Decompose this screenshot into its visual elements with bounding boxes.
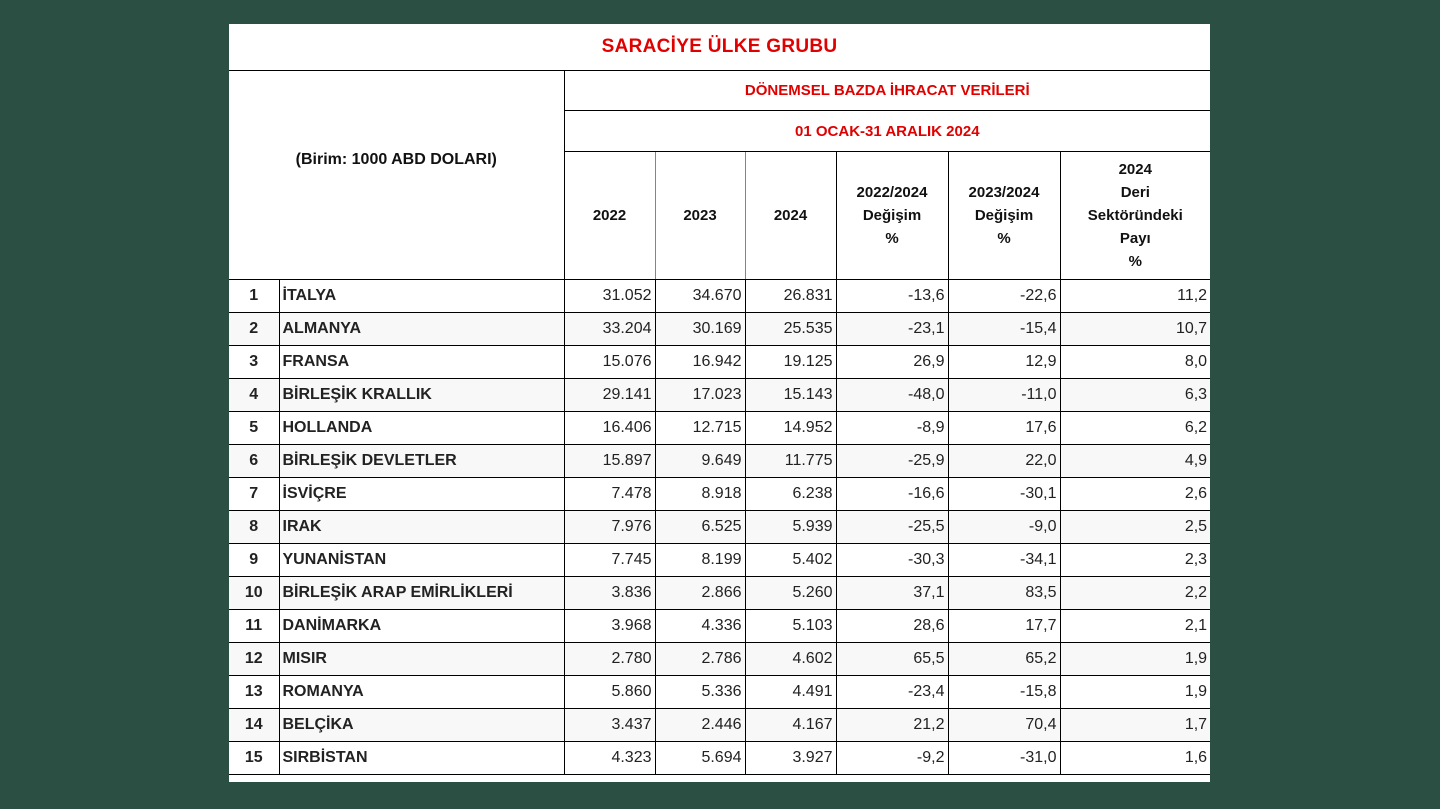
change-2023-2024-cell: 83,5 <box>948 577 1060 610</box>
rank-cell: 15 <box>229 742 279 775</box>
change-2022-2024-cell: 26,9 <box>836 346 948 379</box>
country-cell: ALMANYA <box>279 313 564 346</box>
table-row <box>229 445 1210 478</box>
sector-share-cell: 1,6 <box>1060 742 1210 775</box>
rank-cell: 14 <box>229 709 279 742</box>
header-sector-share <box>1060 152 1210 280</box>
value-2024-cell: 11.775 <box>745 445 836 478</box>
export-table <box>229 24 1210 775</box>
value-2023-cell: 16.942 <box>655 346 745 379</box>
table-row <box>229 313 1210 346</box>
country-cell: BİRLEŞİK DEVLETLER <box>279 445 564 478</box>
header-line: 2024 <box>1118 161 1152 178</box>
value-2024-cell: 5.103 <box>745 610 836 643</box>
country-cell: MISIR <box>279 643 564 676</box>
value-2024-cell: 4.491 <box>745 676 836 709</box>
change-2023-2024-cell: -11,0 <box>948 379 1060 412</box>
change-2022-2024-cell: -48,0 <box>836 379 948 412</box>
value-2022-cell: 3.836 <box>564 577 655 610</box>
sector-share-cell: 1,9 <box>1060 643 1210 676</box>
change-2023-2024-cell: -22,6 <box>948 280 1060 313</box>
country-cell: ROMANYA <box>279 676 564 709</box>
value-2024-cell: 25.535 <box>745 313 836 346</box>
value-2024-cell: 15.143 <box>745 379 836 412</box>
country-cell: YUNANİSTAN <box>279 544 564 577</box>
change-2022-2024-cell: 28,6 <box>836 610 948 643</box>
header-2024: 2024 <box>745 152 836 280</box>
sector-share-cell: 1,7 <box>1060 709 1210 742</box>
header-line: % <box>1128 253 1142 270</box>
value-2024-cell: 4.602 <box>745 643 836 676</box>
rank-cell: 5 <box>229 412 279 445</box>
change-2023-2024-cell: -15,8 <box>948 676 1060 709</box>
header-change-2022-2024 <box>836 152 948 280</box>
sector-share-cell: 11,2 <box>1060 280 1210 313</box>
sector-share-cell: 4,9 <box>1060 445 1210 478</box>
change-2022-2024-cell: -30,3 <box>836 544 948 577</box>
table-row <box>229 577 1210 610</box>
table-row <box>229 643 1210 676</box>
header-line: Değişim <box>974 207 1034 224</box>
header-2022: 2022 <box>564 152 655 280</box>
value-2023-cell: 30.169 <box>655 313 745 346</box>
value-2024-cell: 5.260 <box>745 577 836 610</box>
value-2022-cell: 2.780 <box>564 643 655 676</box>
change-2022-2024-cell: 65,5 <box>836 643 948 676</box>
rank-cell: 9 <box>229 544 279 577</box>
value-2022-cell: 7.745 <box>564 544 655 577</box>
sector-share-cell: 1,9 <box>1060 676 1210 709</box>
value-2023-cell: 17.023 <box>655 379 745 412</box>
value-2023-cell: 4.336 <box>655 610 745 643</box>
header-change-2023-2024 <box>948 152 1060 280</box>
change-2023-2024-cell: -34,1 <box>948 544 1060 577</box>
change-2023-2024-cell: 65,2 <box>948 643 1060 676</box>
sector-share-cell: 10,7 <box>1060 313 1210 346</box>
header-line: Payı <box>1119 230 1151 247</box>
change-2022-2024-cell: -8,9 <box>836 412 948 445</box>
value-2024-cell: 3.927 <box>745 742 836 775</box>
value-2023-cell: 2.866 <box>655 577 745 610</box>
table-row <box>229 676 1210 709</box>
rank-cell: 6 <box>229 445 279 478</box>
change-2022-2024-cell: -16,6 <box>836 478 948 511</box>
table-row <box>229 511 1210 544</box>
country-cell: İSVİÇRE <box>279 478 564 511</box>
value-2022-cell: 33.204 <box>564 313 655 346</box>
header-line: Sektöründeki <box>1087 207 1183 224</box>
country-cell: DANİMARKA <box>279 610 564 643</box>
change-2022-2024-cell: -23,1 <box>836 313 948 346</box>
header-2023: 2023 <box>655 152 745 280</box>
sector-share-cell: 2,5 <box>1060 511 1210 544</box>
unit-label: (Birim: 1000 ABD DOLARI) <box>229 71 564 280</box>
sector-share-cell: 8,0 <box>1060 346 1210 379</box>
value-2023-cell: 34.670 <box>655 280 745 313</box>
sector-share-cell: 2,1 <box>1060 610 1210 643</box>
header-line: % <box>997 230 1011 247</box>
table-row <box>229 544 1210 577</box>
header-line: Değişim <box>862 207 922 224</box>
value-2023-cell: 5.336 <box>655 676 745 709</box>
value-2023-cell: 2.786 <box>655 643 745 676</box>
country-cell: HOLLANDA <box>279 412 564 445</box>
value-2024-cell: 19.125 <box>745 346 836 379</box>
value-2024-cell: 5.939 <box>745 511 836 544</box>
country-cell: BİRLEŞİK KRALLIK <box>279 379 564 412</box>
rank-cell: 2 <box>229 313 279 346</box>
change-2023-2024-cell: 12,9 <box>948 346 1060 379</box>
value-2024-cell: 4.167 <box>745 709 836 742</box>
table-row <box>229 709 1210 742</box>
change-2022-2024-cell: -23,4 <box>836 676 948 709</box>
rank-cell: 1 <box>229 280 279 313</box>
table-title: SARACİYE ÜLKE GRUBU <box>229 24 1210 71</box>
value-2022-cell: 7.976 <box>564 511 655 544</box>
change-2023-2024-cell: 17,7 <box>948 610 1060 643</box>
country-cell: BELÇİKA <box>279 709 564 742</box>
change-2023-2024-cell: -30,1 <box>948 478 1060 511</box>
change-2022-2024-cell: 21,2 <box>836 709 948 742</box>
table-row <box>229 412 1210 445</box>
country-cell: BİRLEŞİK ARAP EMİRLİKLERİ <box>279 577 564 610</box>
rank-cell: 3 <box>229 346 279 379</box>
data-sheet <box>229 24 1210 782</box>
change-2023-2024-cell: -31,0 <box>948 742 1060 775</box>
rank-cell: 7 <box>229 478 279 511</box>
change-2022-2024-cell: 37,1 <box>836 577 948 610</box>
value-2023-cell: 5.694 <box>655 742 745 775</box>
sector-share-cell: 2,6 <box>1060 478 1210 511</box>
change-2023-2024-cell: 70,4 <box>948 709 1060 742</box>
rank-cell: 4 <box>229 379 279 412</box>
value-2022-cell: 7.478 <box>564 478 655 511</box>
country-cell: FRANSA <box>279 346 564 379</box>
country-cell: İTALYA <box>279 280 564 313</box>
rank-cell: 13 <box>229 676 279 709</box>
rank-cell: 12 <box>229 643 279 676</box>
sector-share-cell: 6,3 <box>1060 379 1210 412</box>
value-2022-cell: 3.968 <box>564 610 655 643</box>
value-2022-cell: 16.406 <box>564 412 655 445</box>
rank-cell: 11 <box>229 610 279 643</box>
header-line: 2022/2024 <box>856 184 928 201</box>
header-line: % <box>885 230 899 247</box>
change-2022-2024-cell: -13,6 <box>836 280 948 313</box>
value-2024-cell: 14.952 <box>745 412 836 445</box>
value-2022-cell: 29.141 <box>564 379 655 412</box>
table-row <box>229 478 1210 511</box>
value-2022-cell: 31.052 <box>564 280 655 313</box>
header-line: Deri <box>1120 184 1150 201</box>
value-2024-cell: 6.238 <box>745 478 836 511</box>
value-2023-cell: 2.446 <box>655 709 745 742</box>
change-2023-2024-cell: 22,0 <box>948 445 1060 478</box>
sector-share-cell: 2,3 <box>1060 544 1210 577</box>
sector-share-cell: 6,2 <box>1060 412 1210 445</box>
country-cell: SIRBİSTAN <box>279 742 564 775</box>
date-range: 01 OCAK-31 ARALIK 2024 <box>564 111 1210 152</box>
value-2022-cell: 15.897 <box>564 445 655 478</box>
table-row <box>229 610 1210 643</box>
value-2023-cell: 12.715 <box>655 412 745 445</box>
country-cell: IRAK <box>279 511 564 544</box>
period-subtitle: DÖNEMSEL BAZDA İHRACAT VERİLERİ <box>564 71 1210 111</box>
rank-cell: 8 <box>229 511 279 544</box>
value-2023-cell: 8.199 <box>655 544 745 577</box>
change-2023-2024-cell: -15,4 <box>948 313 1060 346</box>
table-row <box>229 379 1210 412</box>
table-row <box>229 346 1210 379</box>
change-2022-2024-cell: -25,5 <box>836 511 948 544</box>
value-2022-cell: 4.323 <box>564 742 655 775</box>
rank-cell: 10 <box>229 577 279 610</box>
value-2023-cell: 8.918 <box>655 478 745 511</box>
header-line: 2023/2024 <box>968 184 1040 201</box>
change-2022-2024-cell: -9,2 <box>836 742 948 775</box>
sector-share-cell: 2,2 <box>1060 577 1210 610</box>
table-row <box>229 742 1210 775</box>
change-2023-2024-cell: 17,6 <box>948 412 1060 445</box>
value-2023-cell: 6.525 <box>655 511 745 544</box>
value-2024-cell: 26.831 <box>745 280 836 313</box>
value-2022-cell: 3.437 <box>564 709 655 742</box>
value-2024-cell: 5.402 <box>745 544 836 577</box>
value-2023-cell: 9.649 <box>655 445 745 478</box>
value-2022-cell: 5.860 <box>564 676 655 709</box>
change-2023-2024-cell: -9,0 <box>948 511 1060 544</box>
change-2022-2024-cell: -25,9 <box>836 445 948 478</box>
value-2022-cell: 15.076 <box>564 346 655 379</box>
table-body <box>229 280 1210 775</box>
table-row <box>229 280 1210 313</box>
